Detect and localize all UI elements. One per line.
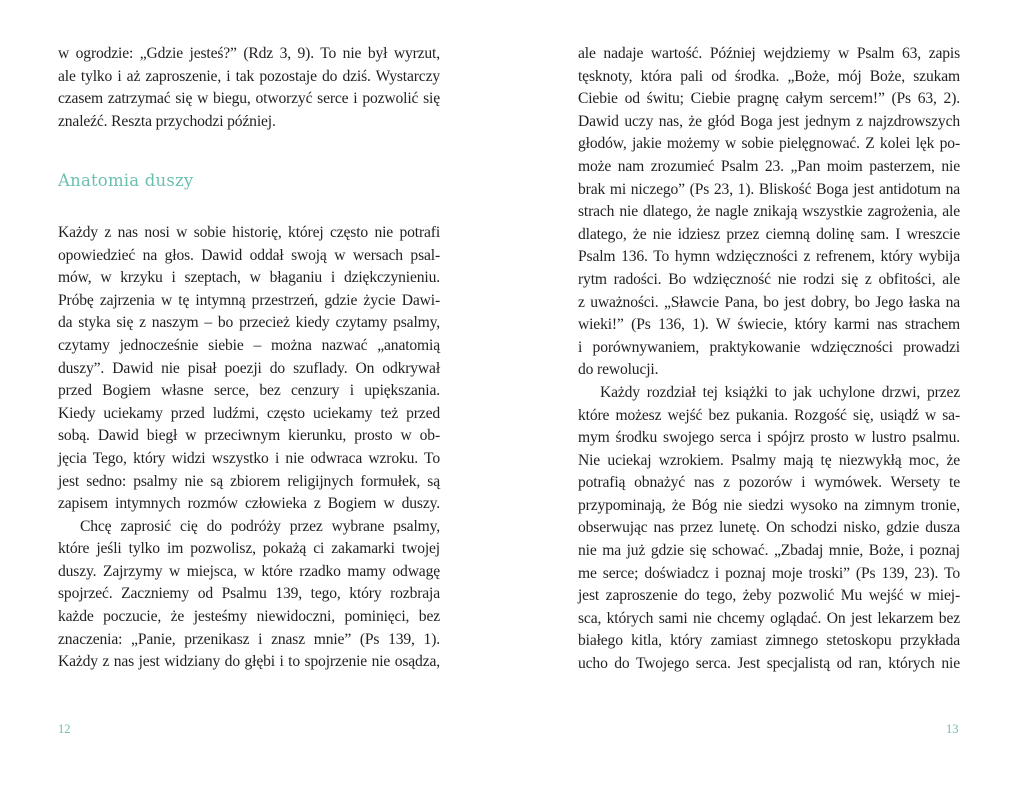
text-line: jest zaproszenie do tego, żeby pozwolić Mu wejść w miej- [578,587,960,605]
text-line: potrafią obnażyć nas z pozorów i wymówek. Wersety te [578,474,960,492]
text-line: ale tylko i aż zaproszenie, i tak pozostaje do dziś. Wystarczy [58,67,440,85]
text-line: które możesz wejść bez pukania. Rozgość się, usiądź w sa- [578,406,960,424]
page-number: 12 [58,722,71,736]
text-line: wieki!” (Ps 136, 1). W świecie, który karmi nas strachem [578,316,960,334]
text-line: i porównywaniem, praktykowanie wdzięczności prowadzi [578,338,960,356]
text-line: Chcę zaprosić cię do podróży przez wybrane psalmy, [80,517,440,535]
text-line: ucho do Twojego serca. Jest specjalistą od ran, których nie [578,655,960,673]
text-line: jęcia Tego, który widzi wszystko i nie odwraca wzroku. To [58,449,440,467]
text-line: rytm radości. Bo wdzięczność nie rodzi się z obfitości, ale [578,270,960,288]
text-line: każde poczucie, że jesteśmy niewidoczni, pominięci, bez [58,608,440,626]
text-line: ale nadaje wartość. Później wejdziemy w Psalm 63, zapis [578,45,960,62]
text-line: głodów, jakie możemy w sobie pielęgnować. Z kolei lęk po- [578,135,960,153]
section-heading: Anatomia duszy [58,171,194,191]
text-line: me serce; doświadcz i poznaj moje troski” (Ps 139, 23). To [578,564,960,582]
text-line: duszy”. Dawid nie pisał poezji do szuflady. On odkrywał [58,359,440,377]
text-line: Każdy z nas jest widziany do głębi i to spojrzenie nie osądza, [58,653,440,671]
text-line: strach nie dlatego, że nagle znikają wszystkie zagrożenia, ale [578,203,960,221]
body-paragraph [578,382,960,676]
text-line: czytamy jednocześnie siebie – można nazwać „anatomią [58,336,440,354]
text-line: Każdy z nas nosi w sobie historię, której często nie potrafi [58,223,440,241]
text-line: przypominają, że Bóg nie siedzi wysoko na zimnym tronie, [578,496,960,514]
text-line: Dawid uczy nas, że głód Boga jest jednym z najzdrowszych [578,112,960,130]
text-line: zapisem intymnych rozmów człowieka z Bogiem w duszy. [58,495,440,513]
text-line: mów, w krzyku i szeptach, w błaganiu i dziękczynieniu. [58,269,440,287]
text-line: znaleźć. Reszta przychodzi później. [58,112,276,130]
text-line: znaczenia: „Panie, przenikasz i znasz mnie” (Ps 139, 1). [58,630,440,648]
text-line: brak mi niczego” (Ps 23, 1). Bliskość Boga jest antidotum na [578,180,960,198]
body-paragraph [58,516,440,674]
text-line: dlatego, że nie idziesz przez ciemną dolinę sam. I wreszcie [578,225,960,243]
text-line: Nie uciekaj wzrokiem. Psalmy mają tę niezwykłą moc, że [578,451,960,469]
text-line: czasem zatrzymać się w biegu, otworzyć serce i pozwolić się [58,90,440,108]
page-number: 13 [946,722,959,736]
text-line: Kiedy uciekamy przed ludźmi, często uciekamy też przed [58,404,440,422]
text-line: które jeśli tylko im pozwolisz, pokażą ci zakamarki twojej [58,540,440,558]
text-line: sobą. Dawid biegł w przeciwnym kierunku, prosto w ob- [58,427,440,445]
text-line: opowiedzieć na głos. Dawid oddał swoją w wersach psal- [58,246,440,264]
text-line: nie ma już gdzie się schować. „Zbadaj mnie, Boże, i poznaj [578,542,960,560]
text-line: Każdy rozdział tej książki to jak uchylone drzwi, przez [600,383,960,401]
body-paragraph [578,43,960,382]
text-line: przed Bogiem własne serce, bez cenzury i upiększania. [58,382,440,400]
text-line: sca, których sami nie chcemy oglądać. On jest lekarzem bez [578,609,960,627]
text-line: Psalm 136. To hymn wdzięczności z refrenem, który wybija [578,248,960,266]
text-line: tęsknoty, która pali od środka. „Boże, mój Boże, szukam [578,67,960,85]
text-line: da styka się z naszym – bo przecież kiedy czytamy psalmy, [58,314,440,332]
text-line: spojrzeć. Zaczniemy od Psalmu 139, tego, który rozbraja [58,585,440,603]
text-line: z uważności. „Sławcie Pana, bo jest dobry, bo Jego łaska na [578,293,960,311]
text-line: obserwując nas przez lunetę. On schodzi nisko, gdzie dusza [578,519,960,537]
right-text-column [578,43,960,676]
body-paragraph [58,222,440,516]
left-text-column [58,43,440,674]
right-page [512,0,1024,796]
text-line: białego kitla, który zamiast zimnego stetoskopu przykłada [578,632,960,650]
text-line: duszy. Zajrzymy w miejsca, w które rzadko mamy odwagę [58,562,440,580]
text-line: mym środku swojego serca i spójrz prosto w lustro psalmu. [578,429,960,447]
text-line: jest sedno: psalmy nie są zbiorem religijnych formułek, są [58,472,440,490]
intro-paragraph [58,43,440,133]
text-line: może nam zrozumieć Psalm 23. „Pan moim pasterzem, nie [578,157,960,175]
text-line: do rewolucji. [578,361,659,379]
text-line: Próbę zajrzenia w tę intymną przestrzeń, gdzie życie Dawi- [58,291,440,309]
text-line: Ciebie od świtu; Ciebie pragnę całym sercem!” (Ps 63, 2). [578,90,960,108]
text-line: w ogrodzie: „Gdzie jesteś?” (Rdz 3, 9). To nie był wyrzut, [58,45,440,62]
